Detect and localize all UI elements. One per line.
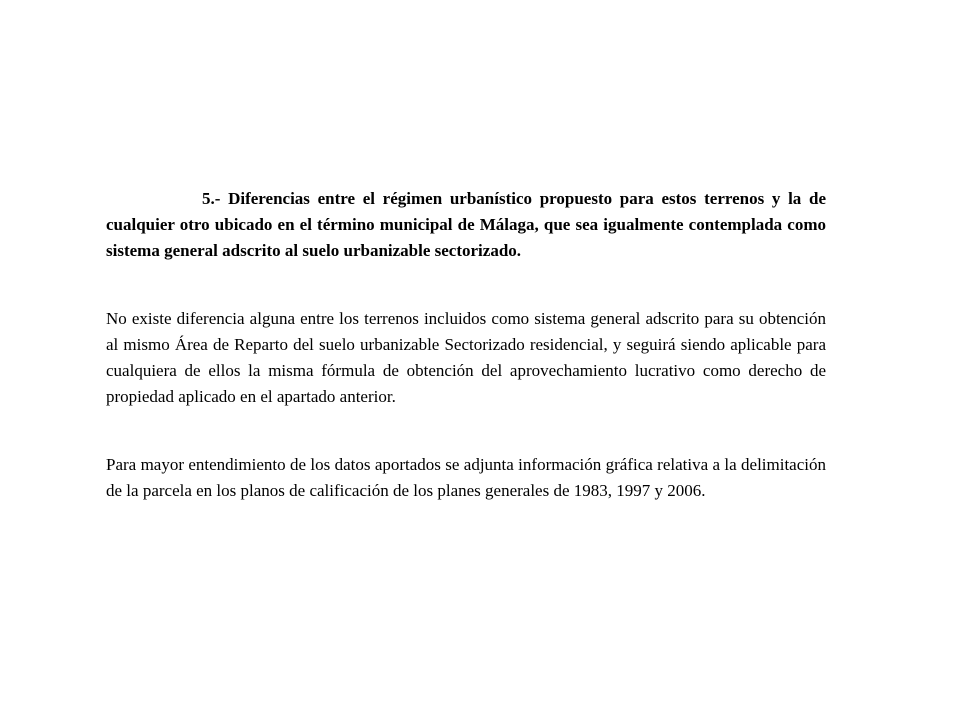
body-paragraph-2: Para mayor entendimiento de los datos aportados se adjunta información gráfica relativa a la delimitación de la parcela en los planos de calificación de los planes generales de 1983, 1997 y 2006. [106,455,826,500]
body-paragraph-1: No existe diferencia alguna entre los terrenos incluidos como sistema general adscrito para su obtención al mismo Área de Reparto del suelo urbanizable Sectorizado residencial, y seguirá siendo aplicable para cualquiera de ellos la misma fórmula de obtención del aprovechamiento lucrativo como derecho de propiedad aplicado en el apartado anterior. [106,309,826,406]
section-heading: 5.- Diferencias entre el régimen urbanístico propuesto para estos terrenos y la de cualquier otro ubicado en el término municipal de Málaga, que sea igualmente contemplada como sistema general adscrito al suelo urbanizable sectorizado. [106,189,826,260]
document-body [106,186,826,504]
